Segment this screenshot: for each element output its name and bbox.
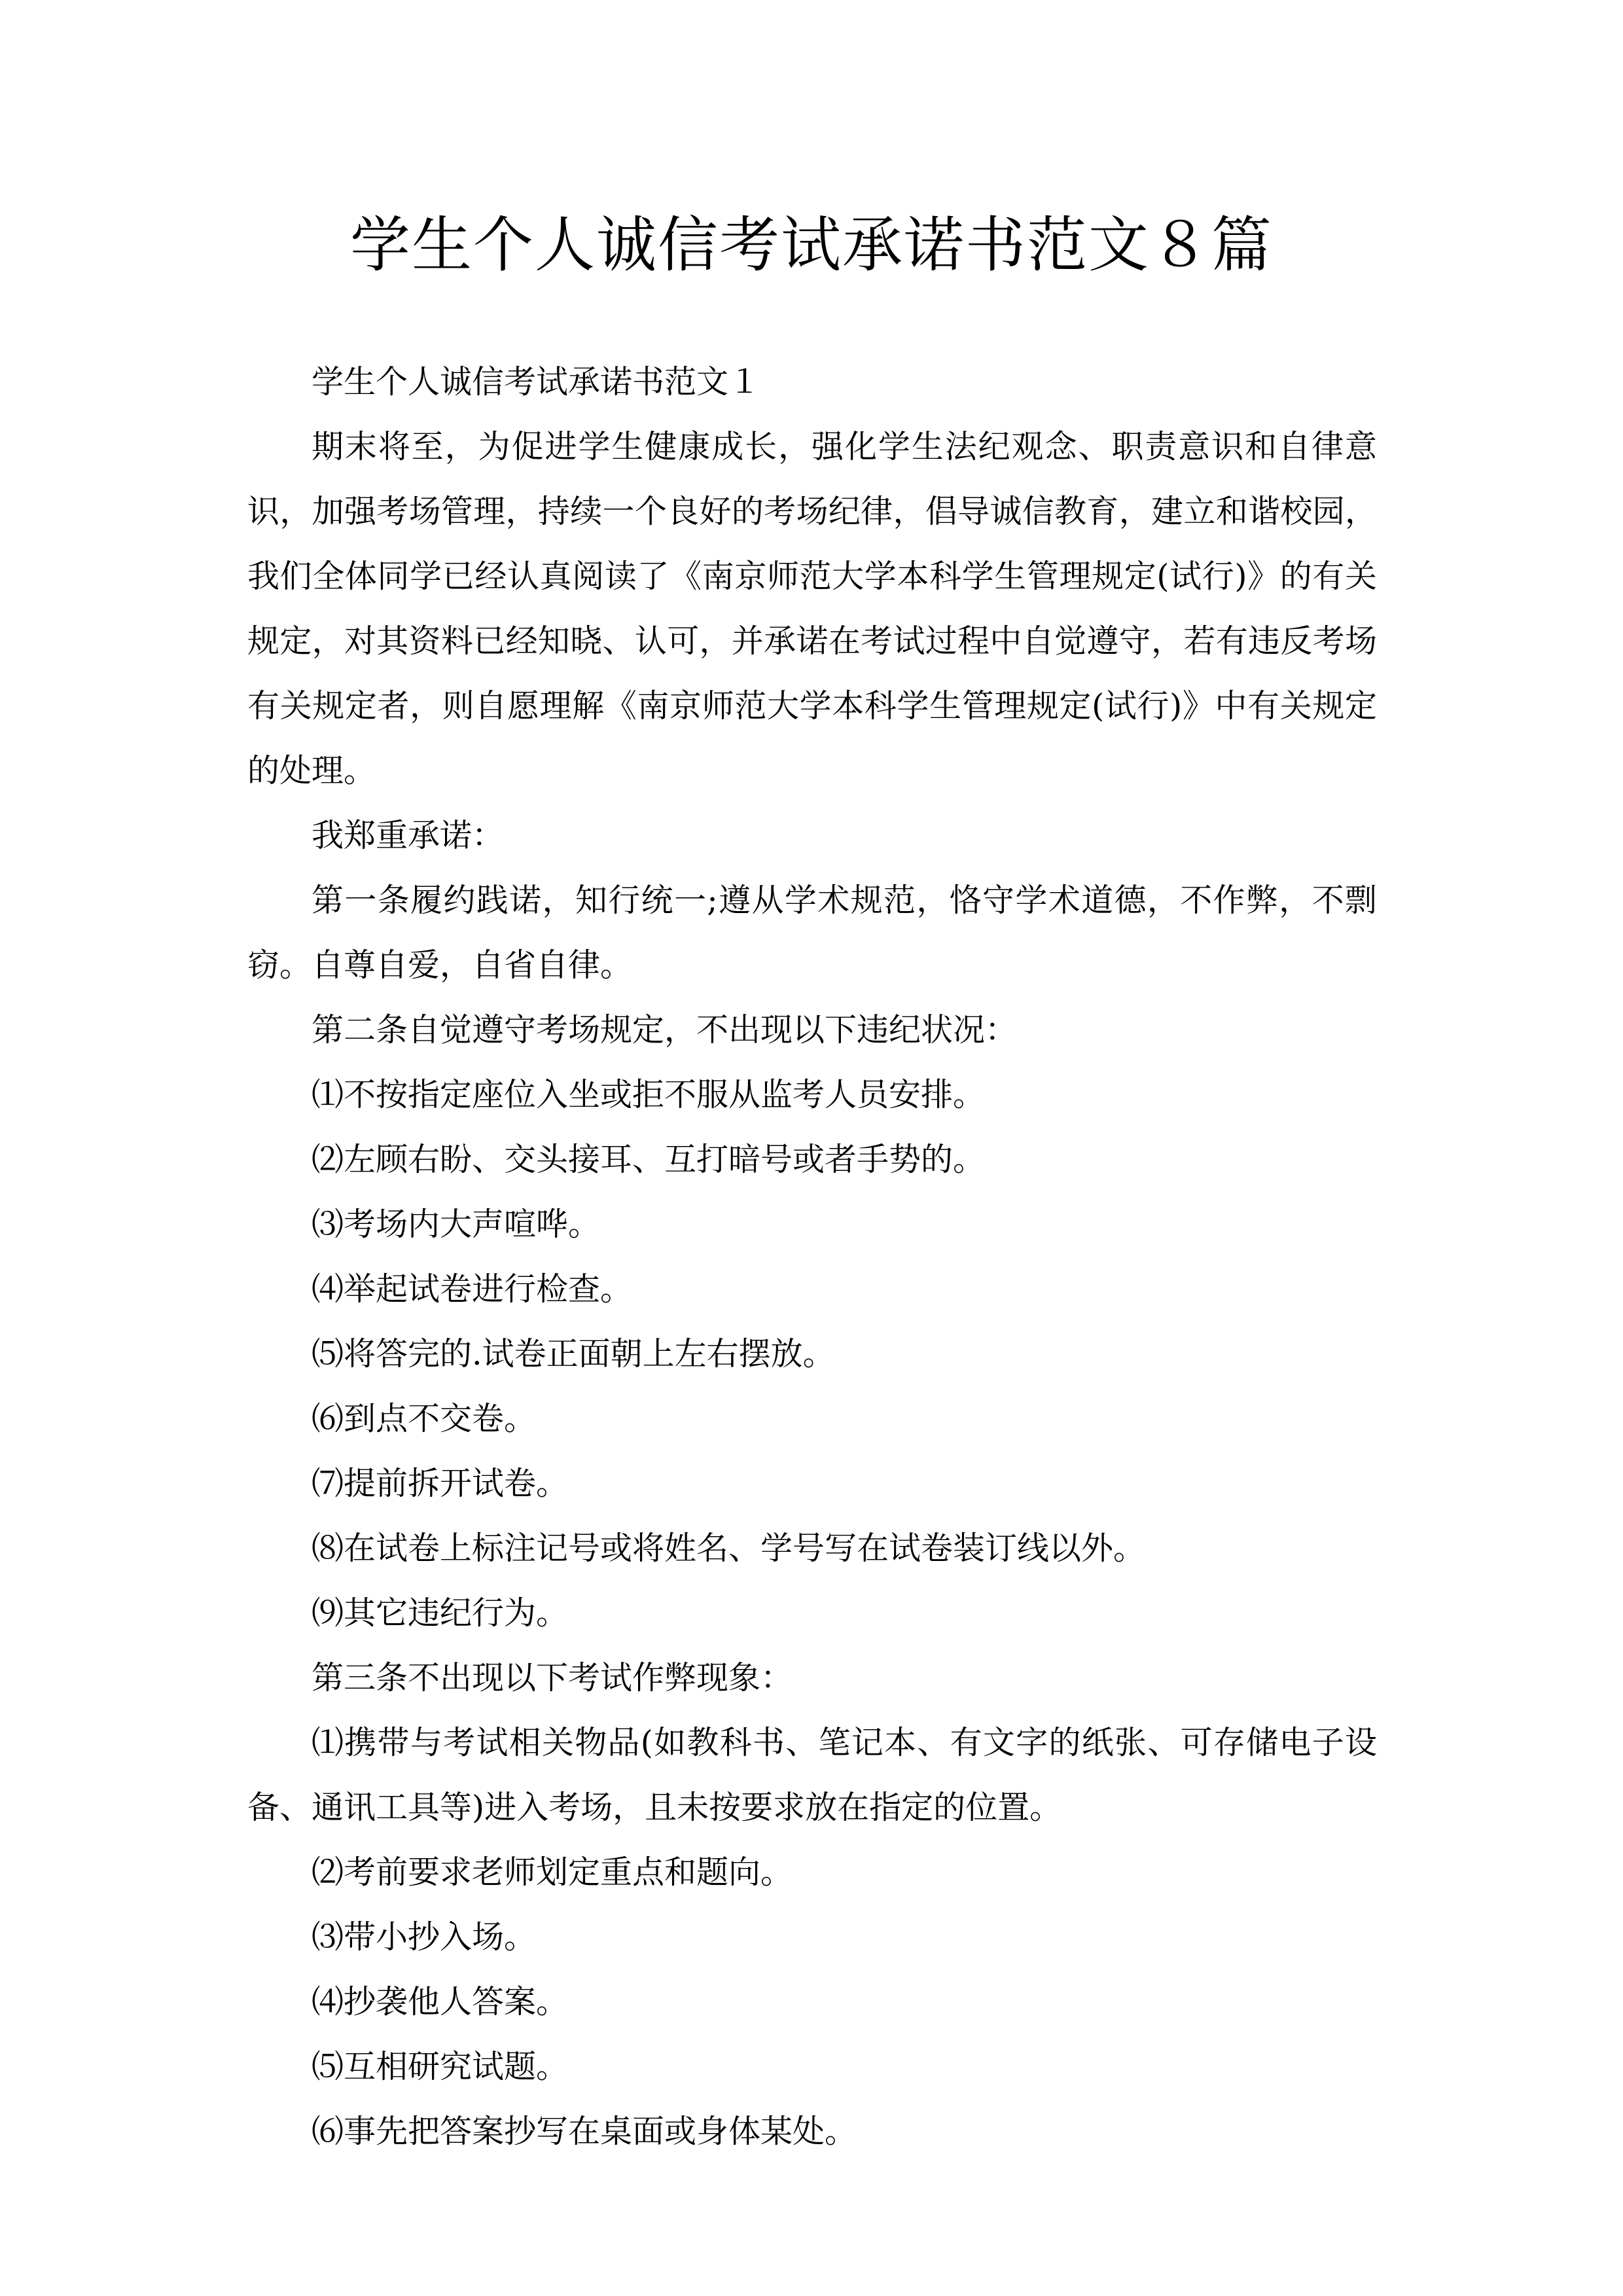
section-heading: 学生个人诚信考试承诺书范文１	[312, 363, 761, 401]
article-2-heading: 第二条自觉遵守考场规定，不出现以下违纪状况：	[312, 1011, 1018, 1049]
article-2-item: ⑼其它违纪行为。	[312, 1594, 569, 1632]
article-3-item: ⑷抄袭他人答案。	[312, 1983, 569, 2020]
article-3-item: ⑸互相研究试题。	[312, 2048, 569, 2085]
article-2-item: ⑴不按指定座位入坐或拒不服从监考人员安排。	[312, 1076, 986, 1113]
article-2-item: ⑸将答完的.试卷正面朝上左右摆放。	[312, 1335, 835, 1372]
article-2-item: ⑺提前拆开试卷。	[312, 1465, 569, 1502]
article-3-heading: 第三条不出现以下考试作弊现象：	[312, 1659, 793, 1696]
document-body	[247, 350, 1377, 2164]
article-3-item: ⑶带小抄入场。	[312, 1918, 537, 1956]
article-2-item: ⑻在试卷上标注记号或将姓名、学号写在试卷装订线以外。	[312, 1530, 1146, 1567]
intro-paragraph: 期末将至，为促进学生健康成长，强化学生法纪观念、职责意识和自律意识，加强考场管理，持续一个良好的考场纪律，倡导诚信教育，建立和谐校园，我们全体同学已经认真阅读了《南京师范大学本科学生管理规定(试行)》的有关规定，对其资料已经知晓、认可，并承诺在考试过程中自觉遵守，若有违反考场有关规定者，则自愿理解《南京师范大学本科学生管理规定(试行)》中有关规定的处理。	[247, 428, 1377, 789]
pledge-heading: 我郑重承诺：	[312, 817, 505, 854]
article-2-item: ⑷举起试卷进行检查。	[312, 1270, 633, 1308]
article-2-item: ⑵左顾右盼、交头接耳、互打暗号或者手势的。	[312, 1141, 986, 1178]
article-2-item: ⑹到点不交卷。	[312, 1400, 537, 1437]
document-title: 学生个人诚信考试承诺书范文８篇	[349, 210, 1273, 280]
article-3-item: ⑹事先把答案抄写在桌面或身体某处。	[312, 2113, 857, 2150]
article-3-item: ⑴携带与考试相关物品(如教科书、笔记本、有文字的纸张、可存储电子设备、通讯工具等)进入考场，且未按要求放在指定的位置。	[247, 1724, 1377, 1826]
article-3-item: ⑵考前要求老师划定重点和题向。	[312, 1854, 793, 1891]
article-2-item: ⑶考场内大声喧哗。	[312, 1206, 601, 1243]
article-1: 第一条履约践诺，知行统一;遵从学术规范，恪守学术道德，不作弊，不剽窃。自尊自爱，自省自律。	[247, 882, 1377, 984]
